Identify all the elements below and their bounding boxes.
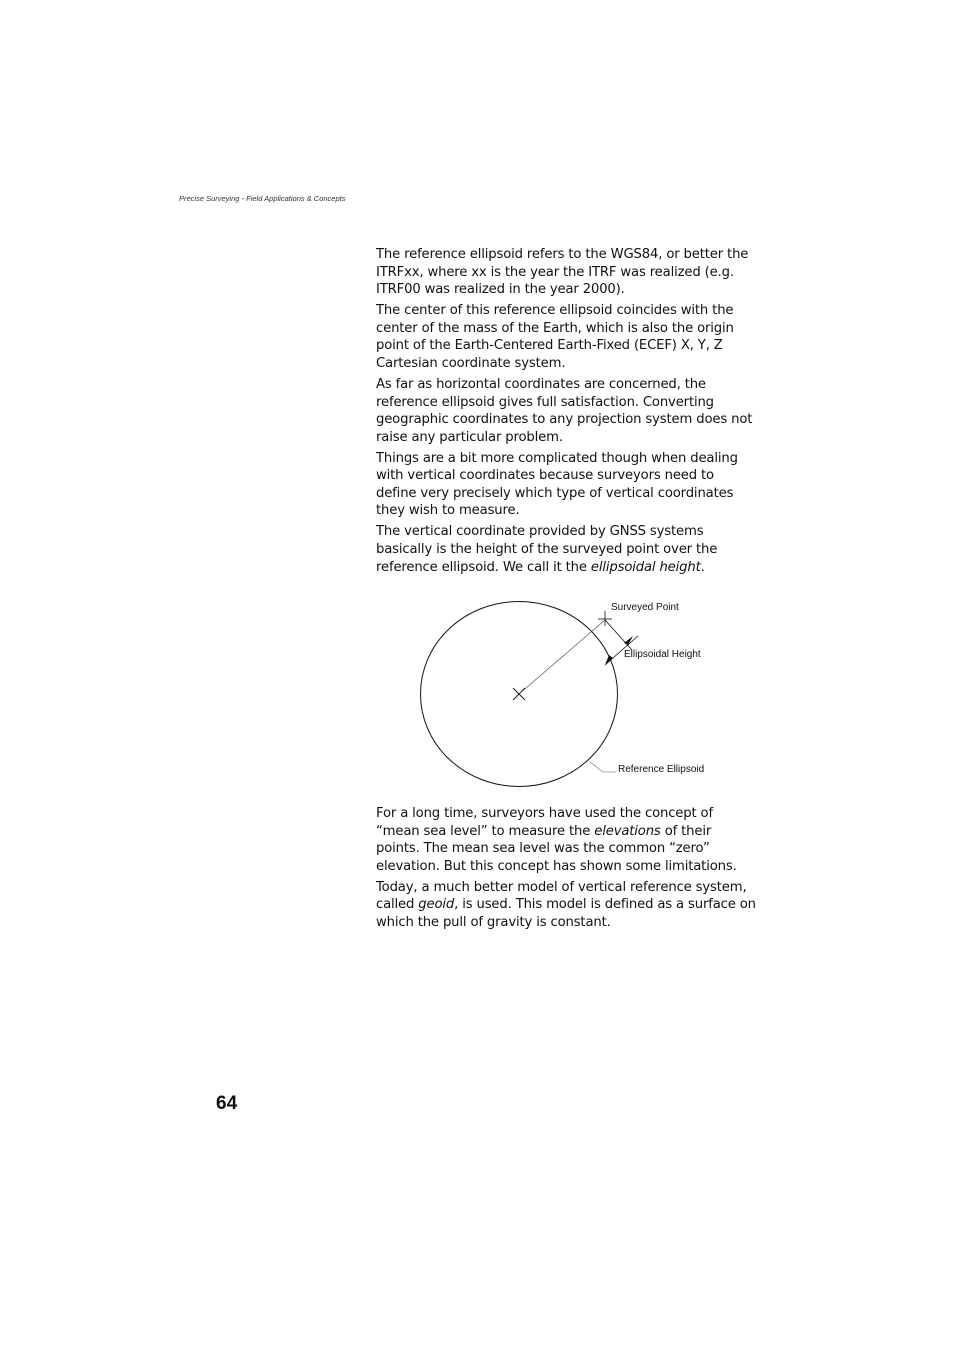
paragraph-ellipsoidal-height-text: The vertical coordinate provided by GNSS systems basically is the height of the surveyed point over the reference ellipsoid. We call it the [376, 524, 718, 575]
paragraph-ellipsoidal-height [376, 523, 758, 576]
ellipsoid-diagram [400, 596, 730, 794]
term-geoid: geoid [418, 897, 455, 913]
paragraph-ellipsoidal-height-end: . [700, 559, 705, 575]
paragraph-geoid-text: Today, a much better model of vertical reference system, called [376, 879, 747, 913]
paragraph-ellipsoid-center: The center of this reference ellipsoid coincides with the center of the mass of the Earth, which is also the origin point of the Earth-Centered Earth-Fixed (ECEF) X, Y, Z Cartesian coordinate system. [376, 303, 734, 371]
running-header: Precise Surveying - Field Applications & Concepts [179, 194, 346, 203]
surveyed-point-label: Surveyed Point [611, 602, 679, 613]
reference-ellipsoid-label: Reference Ellipsoid [618, 764, 705, 775]
body-text-top [376, 246, 758, 580]
paragraph-vertical-coordinates: Things are a bit more complicated though when dealing with vertical coordinates because surveyors need to define very precisely which type of vertical coordinates they wish to measure. [376, 450, 738, 519]
body-text-bottom [376, 805, 758, 935]
page-number: 64 [216, 1093, 238, 1114]
paragraph-geoid [376, 879, 758, 932]
surveyed-point-mark [598, 611, 612, 626]
paragraph-horizontal-coordinates: As far as horizontal coordinates are concerned, the reference ellipsoid gives full satisfaction. Converting geographic coordinates to any projection system does not raise any particular problem. [376, 376, 753, 445]
paragraph-mean-sea-level-text: For a long time, surveyors have used the concept of “mean sea level” to measure the [376, 806, 713, 839]
paragraph-mean-sea-level [376, 805, 758, 875]
paragraph-mean-sea-level-end: of their points. The mean sea level was the common “zero” elevation. But this concept has shown some limitations. [376, 823, 737, 874]
term-elevations: elevations [594, 823, 661, 839]
paragraph-geoid-end: , is used. This model is defined as a surface on which the pull of gravity is constant. [376, 897, 756, 930]
term-ellipsoidal-height: ellipsoidal height [590, 559, 701, 575]
paragraph-reference-ellipsoid: The reference ellipsoid refers to the WGS84, or better the ITRFxx, where xx is the year the ITRF was realized (e.g. ITRF00 was realized in the year 2000). [376, 247, 749, 298]
reference-ellipsoid-leader [590, 762, 616, 772]
ellipsoidal-height-label: Ellipsoidal Height [624, 649, 701, 660]
radius-line [519, 620, 605, 694]
